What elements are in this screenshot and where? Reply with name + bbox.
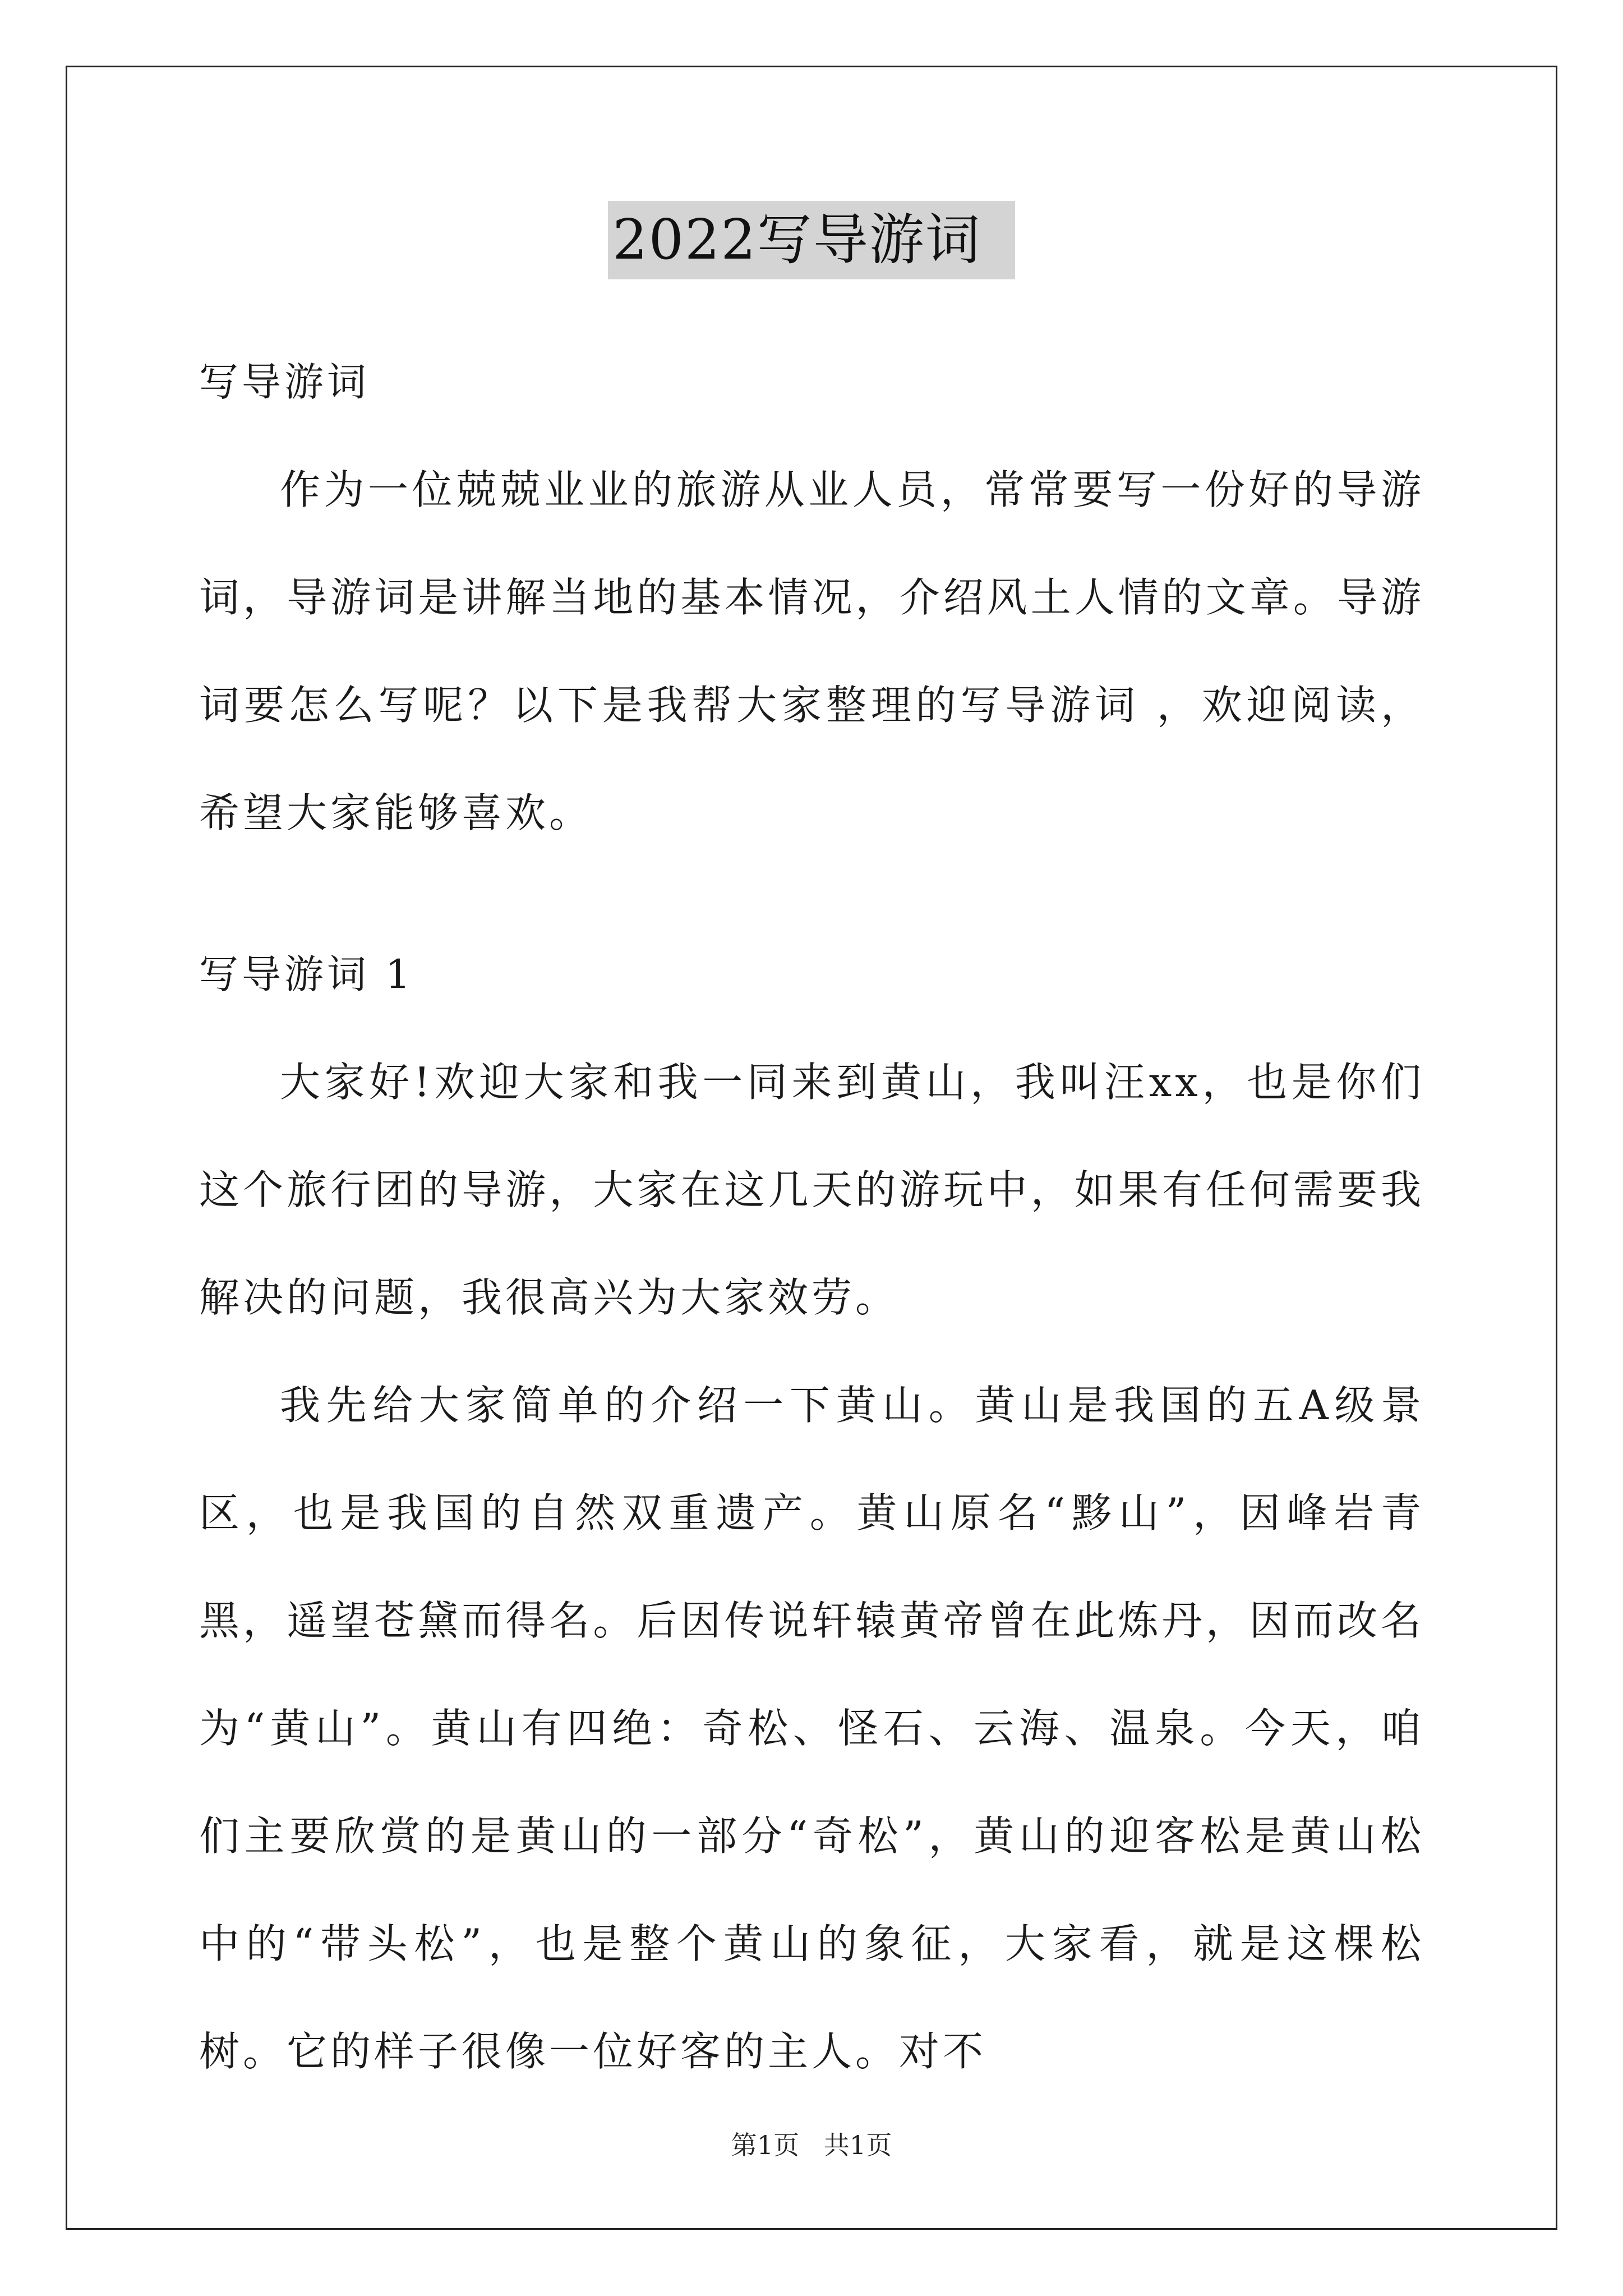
title-area — [0, 201, 1623, 279]
intro-paragraph: 作为一位兢兢业业的旅游从业人员，常常要写一份好的导游词，导游词是讲解当地的基本情况，介绍风土人情的文章。导游词要怎么写呢？以下是我帮大家整理的写导游词 ，欢迎阅读，希望大家能够喜欢。 — [199, 466, 1424, 836]
body-paragraph-2: 我先给大家简单的介绍一下黄山。黄山是我国的五A级景区，也是我国的自然双重遗产。黄山原名“黟山”，因峰岩青黑，遥望苍黛而得名。后因传说轩辕黄帝曾在此炼丹，因而改名为“黄山”。黄山有四绝：奇松、怪石、云海、温泉。今天，咱们主要欣赏的是黄山的一部分“奇松”，黄山的迎客松是黄山松中的“带头松”，也是整个黄山的象征，大家看，就是这棵松树。它的样子很像一位好客的主人。对不 — [199, 1382, 1424, 2075]
document-body — [199, 328, 1424, 2105]
document-title: 2022写导游词 — [608, 201, 1015, 279]
page-footer — [0, 2128, 1623, 2162]
page-number: 第1页 共1页 — [731, 2130, 892, 2160]
body-paragraph-1: 大家好!欢迎大家和我一同来到黄山，我叫汪xx，也是你们这个旅行团的导游，大家在这几天的游玩中，如果有任何需要我解决的问题，我很高兴为大家效劳。 — [199, 1059, 1424, 1321]
section-heading: 写导游词 1 — [199, 951, 414, 997]
subtitle: 写导游词 — [199, 359, 370, 405]
